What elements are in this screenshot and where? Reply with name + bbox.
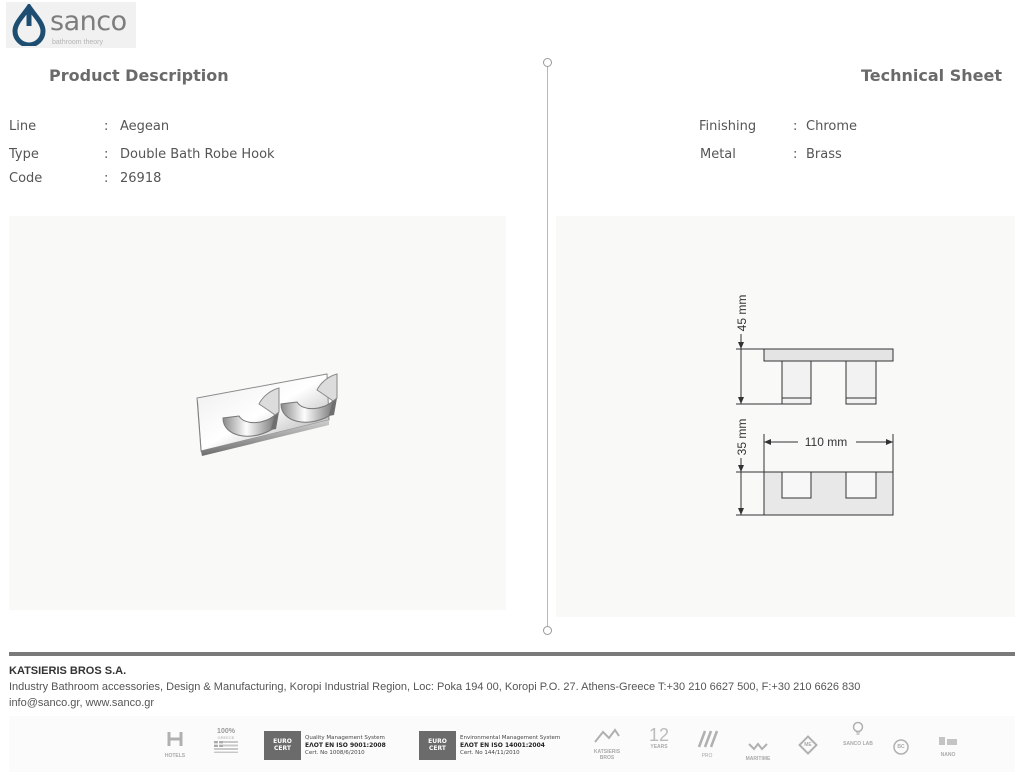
divider-bottom-dot (543, 626, 552, 635)
lightbulb-icon (850, 720, 866, 736)
product-description-title: Product Description (49, 66, 229, 85)
sanco-logo (6, 2, 136, 48)
spec-label: Line (9, 119, 37, 134)
company-address: Industry Bathroom accessories, Design & Manufacturing, Koropi Industrial Region, Loc: Poka 194 00, Koropi P.O. 27. Athens-Greece T:+30 210 6627 500, F:+30 210 6626 830 (9, 681, 861, 693)
dimension-height-bottom: 35 mm (735, 418, 749, 456)
eurocert-logo: EURO CERT (264, 731, 301, 760)
certification-badges: HOTELS 100% GREECE EURO CERT Quality Management System ΕΛΟΤ EN ISO 9001:2008 Cert. No 1008/6/2010 EURO CERT Environmental Management System ΕΛΟΤ EN ISO 14001:2004 Cert. No 144/11/2010 KATSIERIS BROS 12 YEARS PRO MARITIME ME SANCO LAB BC NANO (9, 716, 1015, 772)
technical-sheet-title: Technical Sheet (861, 66, 1002, 85)
bc-badge: BC (891, 738, 911, 761)
hotel-h-icon (165, 730, 185, 748)
water-drop-icon (9, 4, 49, 46)
spec-separator: : (104, 147, 109, 162)
hotels-badge: HOTELS (159, 730, 191, 759)
spec-value: 26918 (120, 171, 162, 186)
company-name: KATSIERIS BROS S.A. (9, 665, 127, 677)
nano-icon (937, 735, 959, 747)
logo-wordmark: sanco (50, 6, 127, 37)
spec-label: Finishing (699, 119, 757, 134)
katsieris-badge: KATSIERIS BROS (589, 728, 625, 761)
greek-flag-icon (214, 741, 238, 753)
spec-value: Double Bath Robe Hook (120, 147, 275, 162)
logo-tagline: bathroom theory (52, 39, 103, 46)
spec-label: Code (9, 171, 43, 186)
footer-rule (9, 652, 1015, 656)
product-photo (9, 216, 506, 610)
column-divider (547, 62, 548, 630)
technical-drawing-panel (556, 216, 1015, 617)
spec-separator: : (793, 119, 798, 134)
eurocert-logo: EURO CERT (419, 731, 456, 760)
spec-separator: : (104, 119, 109, 134)
company-contact[interactable]: info@sanco.gr, www.sanco.gr (9, 697, 155, 709)
side-view-plate (764, 349, 893, 361)
maritime-badge: MARITIME (741, 738, 775, 762)
roof-icon (593, 728, 621, 744)
spec-label: Type (9, 147, 39, 162)
sanco-lab-badge: SANCO LAB (843, 720, 873, 747)
front-view-hook-left (782, 472, 811, 498)
technical-drawing (556, 216, 1015, 617)
greece-badge: 100% GREECE (211, 728, 241, 758)
spec-separator: : (104, 171, 109, 186)
spec-value: Chrome (806, 119, 857, 134)
spec-label: Metal (700, 147, 736, 162)
dimension-height-top: 45 mm (735, 294, 749, 332)
years-badge: 12 YEARS (648, 725, 670, 750)
nano-badge: NANO (933, 734, 963, 758)
divider-top-dot (543, 58, 552, 67)
product-photo-panel (9, 216, 506, 610)
spec-separator: : (793, 147, 798, 162)
spec-value: Aegean (120, 119, 170, 134)
front-view-hook-right (846, 472, 876, 498)
pro-badge: PRO (693, 730, 721, 759)
wave-icon (748, 741, 768, 751)
stripes-icon (695, 730, 719, 748)
me-badge: ME (795, 734, 821, 761)
spec-value: Brass (806, 147, 842, 162)
dimension-width: 110 mm (804, 435, 848, 449)
